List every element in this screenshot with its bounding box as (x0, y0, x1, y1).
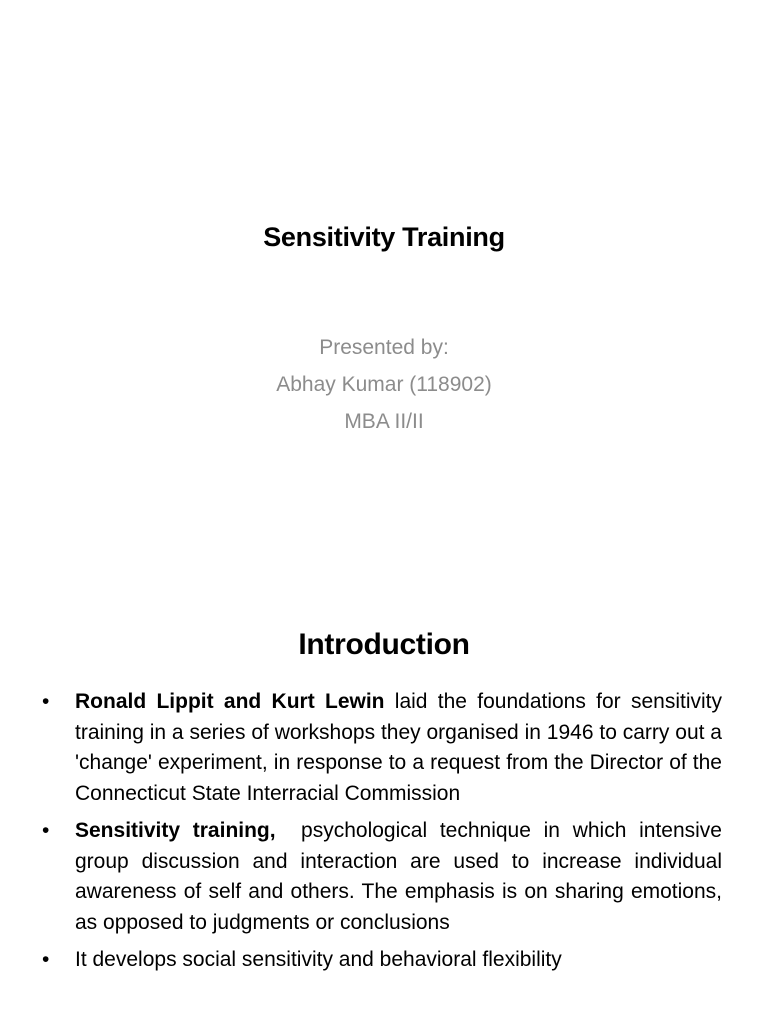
slide-subtitle (0, 329, 768, 440)
slide-title: Sensitivity Training (263, 222, 505, 252)
bullet-icon: • (42, 948, 50, 971)
bullet-bold-text: Ronald Lippit and Kurt Lewin (75, 690, 385, 713)
bullet-icon: • (42, 819, 50, 842)
bullet-list (40, 687, 728, 983)
bullet-icon: • (42, 690, 50, 713)
bullet-bold-text: Sensitivity training, (75, 819, 276, 842)
introduction-slide (0, 576, 768, 1024)
bullet-item (40, 687, 722, 809)
slide-title: Introduction (298, 628, 470, 661)
presenter-name: Abhay Kumar (118902) (276, 373, 492, 396)
program-label: MBA II/II (344, 410, 424, 433)
bullet-text: It develops social sensitivity and behavioral flexibility (75, 948, 562, 971)
bullet-text: psychological technique in which intensive group discussion and interaction are used to increase individual awareness of self and others. The emphasis is on sharing emotions, as opposed to judgments or conclusions (75, 819, 728, 934)
presented-by-label: Presented by: (319, 336, 449, 359)
bullet-text: laid the foundations for sensitivity training in a series of workshops they organised in 1946 to carry out a 'change' experiment, in response to a request from the Director of the Connecticut State Interracial Commission (75, 690, 722, 805)
bullet-item (40, 816, 728, 938)
bullet-item (40, 945, 722, 976)
